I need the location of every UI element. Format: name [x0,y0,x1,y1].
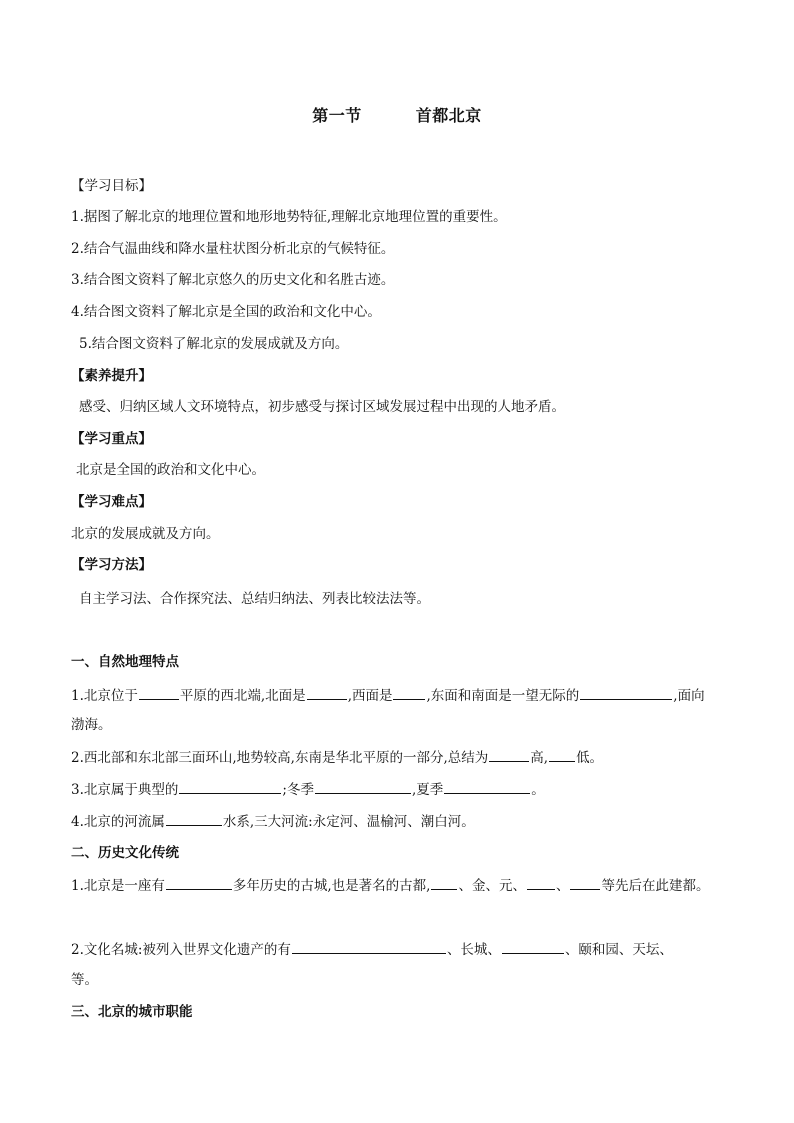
section3-heading: 三、北京的城市职能 [71,1004,193,1020]
answer-blank[interactable] [307,686,347,700]
answer-blank[interactable] [444,780,530,794]
question-1-1-cont: 渤海。 [71,717,112,733]
objective-item: 1.据图了解北京的地理位置和地形地势特征,理解北京地理位置的重要性。 [71,209,507,225]
title-topic: 首都北京 [415,106,482,125]
keypoint-heading: 【学习重点】 [71,431,152,447]
answer-blank[interactable] [139,686,179,700]
answer-blank[interactable] [489,748,529,762]
answer-blank[interactable] [166,876,232,890]
answer-blank[interactable] [179,780,281,794]
method-text: 自主学习法、合作探究法、总结归纳法、列表比较法法等。 [79,591,430,607]
answer-blank[interactable] [570,876,600,890]
answer-blank[interactable] [549,748,575,762]
objective-item: 2.结合气温曲线和降水量柱状图分析北京的气候特征。 [71,241,395,257]
answer-blank[interactable] [292,940,446,954]
title-section-number: 第一节 [312,106,362,125]
question-1-3: 3.北京属于典型的 ;冬季 ,夏季 。 [71,782,545,798]
literacy-text: 感受、归纳区域人文环境特点，初步感受与探讨区域发展过程中出现的人地矛盾。 [79,399,565,415]
answer-blank[interactable] [580,686,672,700]
method-heading: 【学习方法】 [71,557,152,573]
objective-item: 5.结合图文资料了解北京的发展成就及方向。 [79,336,349,352]
question-2-1: 1.北京是一座有 多年历史的古城,也是著名的古都, 、金、元、 、 等先后在此建都。 [71,878,710,894]
objective-item: 3.结合图文资料了解北京悠久的历史文化和名胜古迹。 [71,272,395,288]
question-2-2: 2.文化名城:被列入世界文化遗产的有 、长城、 、颐和园、天坛、 [71,942,673,958]
question-1-1: 1.北京位于 平原的西北端,北面是 ,西面是 ,东面和南面是一望无际的 ,面向 [71,688,705,704]
difficulty-heading: 【学习难点】 [71,494,152,510]
question-1-2: 2.西北部和东北部三面环山,地势较高,东南是华北平原的一部分,总结为 高, 低。 [71,750,604,766]
answer-blank[interactable] [393,686,425,700]
section2-heading: 二、历史文化传统 [71,845,179,861]
answer-blank[interactable] [527,876,555,890]
answer-blank[interactable] [166,812,222,826]
answer-blank[interactable] [502,940,564,954]
answer-blank[interactable] [431,876,457,890]
objectives-heading: 【学习目标】 [71,178,152,194]
objective-item: 4.结合图文资料了解北京是全国的政治和文化中心。 [71,304,381,320]
question-1-4: 4.北京的河流属 水系,三大河流:永定河、温榆河、潮白河。 [71,814,475,830]
literacy-heading: 【素养提升】 [71,368,152,384]
keypoint-text: 北京是全国的政治和文化中心。 [76,462,265,478]
question-2-2-cont: 等。 [71,972,98,988]
page-title [0,103,794,126]
difficulty-text: 北京的发展成就及方向。 [71,526,220,542]
answer-blank[interactable] [315,780,411,794]
section1-heading: 一、自然地理特点 [71,654,179,670]
